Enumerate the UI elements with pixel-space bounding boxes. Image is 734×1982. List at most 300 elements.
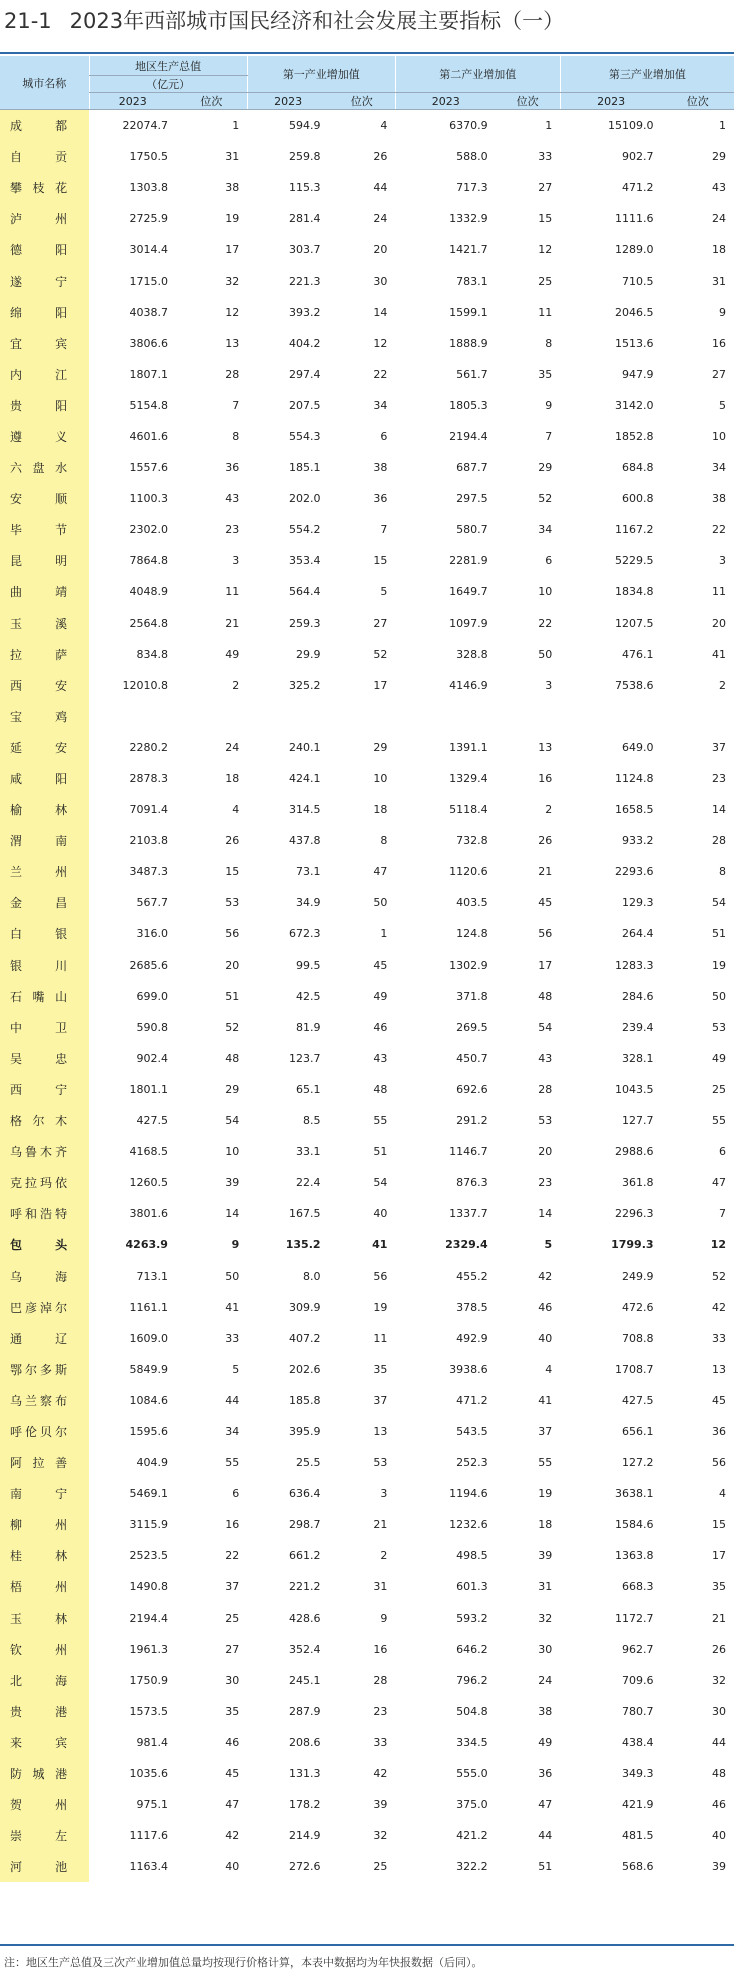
secondary-rank: 51 (538, 1860, 553, 1874)
tertiary-rank: 29 (712, 150, 726, 164)
gdp-value: 2725.9 (129, 212, 168, 226)
primary-rank: 53 (373, 1456, 388, 1470)
primary-rank: 24 (373, 212, 388, 226)
gdp-rank: 5 (232, 1362, 240, 1376)
primary-rank: 38 (373, 461, 388, 475)
primary-value: 202.6 (289, 1362, 321, 1376)
city-name: 克拉玛依 (0, 1167, 89, 1198)
secondary-rank (496, 701, 561, 732)
gdp-rank: 51 (225, 989, 240, 1003)
secondary-rank: 29 (538, 461, 553, 475)
table-row (0, 1603, 734, 1634)
primary-value: 672.3 (289, 927, 321, 941)
tertiary-value: 2293.6 (615, 865, 654, 879)
secondary-value: 1391.1 (449, 740, 488, 754)
secondary-value: 732.8 (456, 834, 488, 848)
primary-value: 178.2 (289, 1798, 321, 1812)
primary-rank: 17 (373, 678, 388, 692)
tertiary-rank: 11 (712, 585, 726, 599)
secondary-value: 471.2 (456, 1393, 488, 1407)
gdp-rank: 55 (225, 1456, 240, 1470)
city-name: 金昌 (0, 887, 89, 918)
gdp-value: 1807.1 (129, 367, 168, 381)
gdp-value: 2302.0 (129, 523, 168, 537)
tertiary-rank: 45 (712, 1393, 726, 1407)
tertiary-value: 710.5 (622, 274, 654, 288)
primary-rank: 27 (373, 616, 388, 630)
tertiary-rank (662, 701, 734, 732)
tertiary-rank: 26 (712, 1642, 726, 1656)
primary-rank: 1 (380, 927, 388, 941)
secondary-value: 588.0 (456, 150, 488, 164)
secondary-rank: 49 (538, 1735, 553, 1749)
primary-rank: 15 (373, 554, 388, 568)
table-row (0, 1789, 734, 1820)
table-row (0, 234, 734, 265)
header-primary: 第一产业增加值 (247, 56, 395, 93)
tertiary-rank: 35 (712, 1580, 726, 1594)
city-name: 榆林 (0, 794, 89, 825)
city-name: 崇左 (0, 1820, 89, 1851)
gdp-rank: 8 (232, 429, 240, 443)
secondary-value: 1599.1 (449, 305, 488, 319)
secondary-rank: 33 (538, 150, 553, 164)
gdp-rank: 24 (225, 740, 240, 754)
tertiary-value: 780.7 (622, 1704, 654, 1718)
city-name: 梧州 (0, 1571, 89, 1602)
primary-value: 424.1 (289, 772, 321, 786)
secondary-value: 1120.6 (449, 865, 488, 879)
tertiary-rank: 13 (712, 1362, 726, 1376)
tertiary-value: 471.2 (622, 181, 654, 195)
secondary-rank: 32 (538, 1611, 553, 1625)
gdp-value: 5154.8 (129, 398, 168, 412)
city-name: 玉溪 (0, 608, 89, 639)
secondary-value: 403.5 (456, 896, 488, 910)
secondary-value: 4146.9 (449, 678, 488, 692)
secondary-rank: 35 (538, 367, 553, 381)
gdp-value: 2280.2 (129, 740, 168, 754)
secondary-value: 1146.7 (449, 1145, 488, 1159)
secondary-value: 1888.9 (449, 336, 488, 350)
secondary-rank: 39 (538, 1549, 553, 1563)
secondary-rank: 26 (538, 834, 553, 848)
primary-value: 81.9 (296, 1020, 321, 1034)
gdp-rank: 28 (225, 367, 240, 381)
city-name: 贺州 (0, 1789, 89, 1820)
gdp-rank: 20 (225, 958, 240, 972)
tertiary-rank: 7 (719, 1207, 726, 1221)
city-name: 西宁 (0, 1074, 89, 1105)
gdp-value: 1084.6 (129, 1393, 168, 1407)
tertiary-rank: 16 (712, 336, 726, 350)
gdp-rank: 56 (225, 927, 240, 941)
primary-rank: 47 (373, 865, 388, 879)
primary-rank: 20 (373, 243, 388, 257)
header-p3-year: 2023 (560, 93, 661, 110)
secondary-value: 421.2 (456, 1829, 488, 1843)
tertiary-value: 1283.3 (615, 958, 654, 972)
primary-value: 115.3 (289, 181, 321, 195)
secondary-value: 1329.4 (449, 772, 488, 786)
tertiary-value (560, 701, 661, 732)
city-name: 柳州 (0, 1509, 89, 1540)
city-name: 六盘水 (0, 452, 89, 483)
city-name: 延安 (0, 732, 89, 763)
table-row (0, 950, 734, 981)
tertiary-rank: 44 (712, 1735, 726, 1749)
secondary-value: 543.5 (456, 1424, 488, 1438)
tertiary-rank: 9 (719, 305, 726, 319)
primary-rank: 31 (373, 1580, 388, 1594)
secondary-rank: 42 (538, 1269, 553, 1283)
table-row (0, 794, 734, 825)
gdp-rank: 49 (225, 647, 240, 661)
secondary-value: 2329.4 (445, 1238, 488, 1252)
gdp-value: 3014.4 (129, 243, 168, 257)
secondary-value: 124.8 (456, 927, 488, 941)
city-name: 河池 (0, 1851, 89, 1882)
gdp-value: 4048.9 (129, 585, 168, 599)
gdp-rank: 13 (225, 336, 240, 350)
tertiary-rank: 34 (712, 461, 726, 475)
primary-rank: 41 (372, 1238, 388, 1252)
tertiary-value: 472.6 (622, 1300, 654, 1314)
secondary-rank: 46 (538, 1300, 553, 1314)
tertiary-rank: 38 (712, 492, 726, 506)
table-row (0, 328, 734, 359)
tertiary-rank: 40 (712, 1829, 726, 1843)
table-row (0, 141, 734, 172)
gdp-rank (176, 701, 247, 732)
city-name: 德阳 (0, 234, 89, 265)
secondary-value: 297.5 (456, 492, 488, 506)
primary-rank: 43 (373, 1051, 388, 1065)
primary-rank: 25 (373, 1860, 388, 1874)
primary-value: 202.0 (289, 492, 321, 506)
primary-value: 395.9 (289, 1424, 321, 1438)
primary-rank: 33 (373, 1735, 388, 1749)
primary-value: 123.7 (289, 1051, 321, 1065)
primary-value: 221.3 (289, 274, 321, 288)
gdp-value: 7091.4 (129, 803, 168, 817)
secondary-value: 1421.7 (449, 243, 488, 257)
primary-value: 636.4 (289, 1487, 321, 1501)
primary-value: 245.1 (289, 1673, 321, 1687)
city-name: 贵阳 (0, 390, 89, 421)
tertiary-rank: 55 (712, 1114, 726, 1128)
city-name: 西安 (0, 670, 89, 701)
table-row (0, 732, 734, 763)
gdp-value: 1595.6 (129, 1424, 168, 1438)
city-name: 来宾 (0, 1727, 89, 1758)
city-name: 呼伦贝尔 (0, 1416, 89, 1447)
gdp-value: 975.1 (136, 1798, 168, 1812)
city-name: 鄂尔多斯 (0, 1354, 89, 1385)
header-gdp-rank: 位次 (176, 93, 247, 110)
table-row (0, 1012, 734, 1043)
primary-rank: 52 (373, 647, 388, 661)
secondary-value: 2194.4 (449, 429, 488, 443)
tertiary-rank: 14 (712, 803, 726, 817)
secondary-value (395, 701, 495, 732)
tertiary-value: 2988.6 (615, 1145, 654, 1159)
secondary-value: 876.3 (456, 1176, 488, 1190)
primary-rank: 39 (373, 1798, 388, 1812)
gdp-rank: 37 (225, 1580, 240, 1594)
table-row (0, 1727, 734, 1758)
gdp-rank: 38 (225, 181, 240, 195)
primary-value: 135.2 (285, 1238, 321, 1252)
table-title: 2023年西部城市国民经济和社会发展主要指标（一） (69, 9, 565, 33)
primary-value: 303.7 (289, 243, 321, 257)
city-name: 中卫 (0, 1012, 89, 1043)
primary-value: 309.9 (289, 1300, 321, 1314)
gdp-rank: 47 (225, 1798, 240, 1812)
primary-value: 428.6 (289, 1611, 321, 1625)
city-name: 玉林 (0, 1603, 89, 1634)
table-row (0, 918, 734, 949)
tertiary-rank: 10 (712, 429, 726, 443)
primary-value: 594.9 (289, 119, 321, 133)
gdp-value: 5469.1 (129, 1487, 168, 1501)
table-row (0, 1478, 734, 1509)
gdp-value: 3806.6 (129, 336, 168, 350)
gdp-value: 4168.5 (129, 1145, 168, 1159)
gdp-value: 1961.3 (129, 1642, 168, 1656)
secondary-rank: 23 (538, 1176, 553, 1190)
gdp-rank: 1 (232, 119, 240, 133)
table-row (0, 203, 734, 234)
tertiary-rank: 22 (712, 523, 726, 537)
city-name: 阿拉善 (0, 1447, 89, 1478)
tertiary-rank: 42 (712, 1300, 726, 1314)
gdp-value: 1260.5 (129, 1176, 168, 1190)
tertiary-value: 127.7 (622, 1114, 654, 1128)
secondary-rank: 36 (538, 1767, 553, 1781)
secondary-rank: 14 (538, 1207, 553, 1221)
tertiary-rank: 17 (712, 1549, 726, 1563)
secondary-rank: 24 (538, 1673, 553, 1687)
tertiary-value: 1167.2 (615, 523, 654, 537)
tertiary-value: 947.9 (622, 367, 654, 381)
gdp-value: 316.0 (136, 927, 168, 941)
gdp-rank: 34 (225, 1424, 240, 1438)
gdp-value: 1573.5 (129, 1704, 168, 1718)
tertiary-value: 1124.8 (615, 772, 654, 786)
gdp-value: 1801.1 (129, 1082, 168, 1096)
city-name: 石嘴山 (0, 981, 89, 1012)
secondary-value: 593.2 (456, 1611, 488, 1625)
secondary-value: 561.7 (456, 367, 488, 381)
secondary-rank: 12 (538, 243, 553, 257)
tertiary-rank: 19 (712, 958, 726, 972)
tertiary-value: 1658.5 (615, 803, 654, 817)
tertiary-value: 2046.5 (615, 305, 654, 319)
primary-rank: 46 (373, 1020, 388, 1034)
gdp-rank: 17 (225, 243, 240, 257)
primary-value: 259.3 (289, 616, 321, 630)
tertiary-value: 656.1 (622, 1424, 654, 1438)
primary-rank: 8 (380, 834, 388, 848)
secondary-rank: 38 (538, 1704, 553, 1718)
tertiary-value: 284.6 (622, 989, 654, 1003)
table-row (0, 608, 734, 639)
city-name: 昆明 (0, 545, 89, 576)
header-tertiary: 第三产业增加值 (560, 56, 734, 93)
city-name: 宝鸡 (0, 701, 89, 732)
gdp-value: 713.1 (136, 1269, 168, 1283)
gdp-rank: 3 (232, 554, 240, 568)
tertiary-value: 3638.1 (615, 1487, 654, 1501)
city-name: 曲靖 (0, 576, 89, 607)
primary-rank: 30 (373, 274, 388, 288)
primary-value: 131.3 (289, 1767, 321, 1781)
top-rule (0, 52, 734, 54)
primary-rank: 29 (373, 740, 388, 754)
header-p1-rank: 位次 (329, 93, 396, 110)
gdp-rank: 42 (225, 1829, 240, 1843)
secondary-value: 601.3 (456, 1580, 488, 1594)
tertiary-value: 1799.3 (611, 1238, 654, 1252)
secondary-rank: 2 (545, 803, 553, 817)
secondary-rank: 44 (538, 1829, 553, 1843)
table-row (0, 1540, 734, 1571)
table-row (0, 887, 734, 918)
secondary-rank: 15 (538, 212, 553, 226)
header-p3-rank: 位次 (662, 93, 734, 110)
tertiary-value: 361.8 (622, 1176, 654, 1190)
secondary-value: 580.7 (456, 523, 488, 537)
city-name: 桂林 (0, 1540, 89, 1571)
indicators-table (0, 56, 734, 1882)
primary-rank: 28 (373, 1673, 388, 1687)
gdp-value: 3487.3 (129, 865, 168, 879)
gdp-rank: 14 (225, 1207, 240, 1221)
gdp-rank: 25 (225, 1611, 240, 1625)
city-name: 成都 (0, 110, 89, 142)
tertiary-value: 127.2 (622, 1456, 654, 1470)
table-row (0, 1634, 734, 1665)
secondary-value: 498.5 (456, 1549, 488, 1563)
primary-rank: 49 (373, 989, 388, 1003)
gdp-rank: 31 (225, 150, 240, 164)
tertiary-value: 2296.3 (615, 1207, 654, 1221)
secondary-rank: 53 (538, 1114, 553, 1128)
table-row (0, 763, 734, 794)
tertiary-value: 962.7 (622, 1642, 654, 1656)
tertiary-rank: 32 (712, 1673, 726, 1687)
city-name: 咸阳 (0, 763, 89, 794)
gdp-value: 2194.4 (129, 1611, 168, 1625)
primary-rank: 11 (373, 1331, 388, 1345)
secondary-value: 378.5 (456, 1300, 488, 1314)
primary-rank: 37 (373, 1393, 388, 1407)
header-p2-rank: 位次 (496, 93, 561, 110)
city-name: 巴彦淖尔 (0, 1292, 89, 1323)
city-name: 安顺 (0, 483, 89, 514)
table-row (0, 172, 734, 203)
table-row (0, 1447, 734, 1478)
secondary-rank: 52 (538, 492, 553, 506)
secondary-value: 252.3 (456, 1456, 488, 1470)
gdp-rank: 53 (225, 896, 240, 910)
tertiary-value: 1513.6 (615, 336, 654, 350)
gdp-rank: 16 (225, 1518, 240, 1532)
secondary-rank: 13 (538, 740, 553, 754)
gdp-value: 1035.6 (129, 1767, 168, 1781)
table-row (0, 514, 734, 545)
tertiary-rank: 30 (712, 1704, 726, 1718)
secondary-value: 692.6 (456, 1082, 488, 1096)
secondary-value: 328.8 (456, 647, 488, 661)
secondary-value: 1232.6 (449, 1518, 488, 1532)
primary-value: 661.2 (289, 1549, 321, 1563)
gdp-rank: 6 (232, 1487, 240, 1501)
primary-value: 259.8 (289, 150, 321, 164)
gdp-value: 4263.9 (125, 1238, 168, 1252)
gdp-rank: 15 (225, 865, 240, 879)
primary-rank: 16 (373, 1642, 388, 1656)
table-row (0, 297, 734, 328)
secondary-value: 504.8 (456, 1704, 488, 1718)
table-row (0, 483, 734, 514)
gdp-rank: 26 (225, 834, 240, 848)
gdp-rank: 40 (225, 1860, 240, 1874)
primary-value: 8.0 (303, 1269, 321, 1283)
city-name: 兰州 (0, 856, 89, 887)
gdp-value: 22074.7 (122, 119, 168, 133)
gdp-value: 3801.6 (129, 1207, 168, 1221)
secondary-value: 796.2 (456, 1673, 488, 1687)
header-secondary: 第二产业增加值 (395, 56, 560, 93)
primary-rank: 40 (373, 1207, 388, 1221)
bottom-rule (0, 1944, 734, 1946)
tertiary-rank: 41 (712, 647, 726, 661)
gdp-value: 567.7 (136, 896, 168, 910)
tertiary-rank: 21 (712, 1611, 726, 1625)
city-name: 乌海 (0, 1260, 89, 1291)
tertiary-value: 1172.7 (615, 1611, 654, 1625)
tertiary-value: 427.5 (622, 1393, 654, 1407)
city-name: 泸州 (0, 203, 89, 234)
gdp-rank: 22 (225, 1549, 240, 1563)
primary-value: 185.1 (289, 461, 321, 475)
table-row (0, 1260, 734, 1291)
secondary-rank: 27 (538, 181, 553, 195)
gdp-rank: 35 (225, 1704, 240, 1718)
table-row (0, 825, 734, 856)
city-name: 渭南 (0, 825, 89, 856)
primary-value: 22.4 (296, 1176, 321, 1190)
primary-rank: 54 (373, 1176, 388, 1190)
secondary-value: 269.5 (456, 1020, 488, 1034)
table-row (0, 670, 734, 701)
gdp-value (89, 701, 176, 732)
table-row (0, 1385, 734, 1416)
secondary-rank: 21 (538, 865, 553, 879)
secondary-value: 687.7 (456, 461, 488, 475)
secondary-rank: 16 (538, 772, 553, 786)
primary-value: 554.3 (289, 429, 321, 443)
tertiary-value: 5229.5 (615, 554, 654, 568)
city-name: 银川 (0, 950, 89, 981)
tertiary-value: 1207.5 (615, 616, 654, 630)
primary-rank: 3 (380, 1487, 388, 1501)
city-name: 攀枝花 (0, 172, 89, 203)
tertiary-value: 264.4 (622, 927, 654, 941)
gdp-rank: 45 (225, 1767, 240, 1781)
